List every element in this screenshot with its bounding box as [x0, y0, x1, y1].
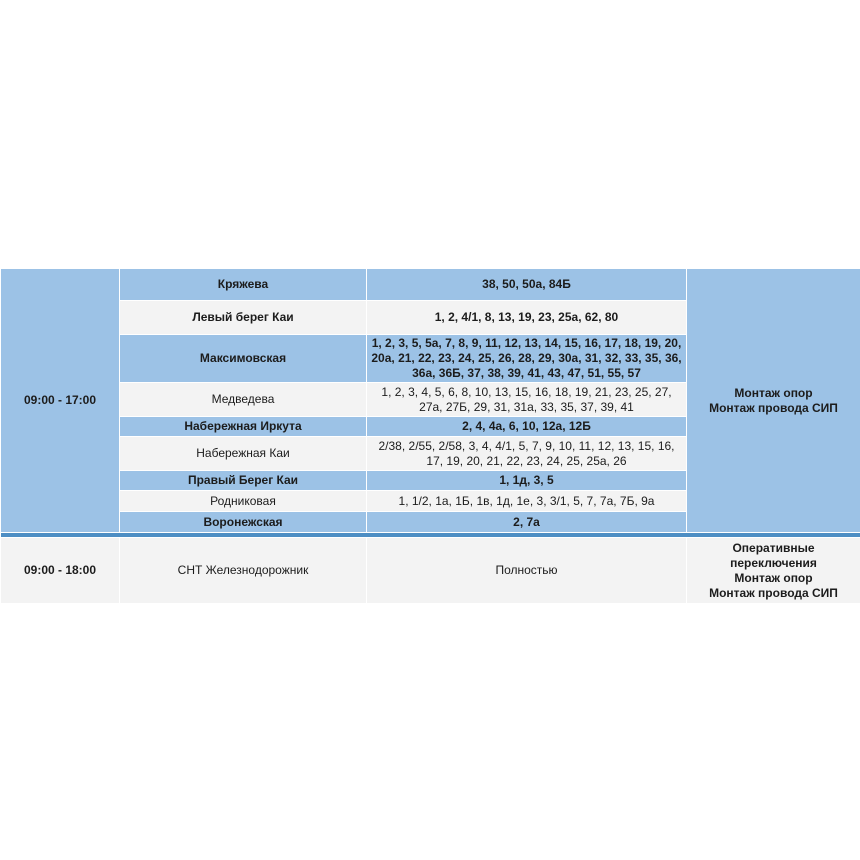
street-name: Кряжева: [120, 269, 367, 301]
street-name: Максимовская: [120, 335, 367, 383]
street-name: Воронежская: [120, 512, 367, 533]
work-description: [687, 538, 860, 604]
house-numbers: 1, 2, 3, 5, 5а, 7, 8, 9, 11, 12, 13, 14, 15, 16, 17, 18, 19, 20, 20а, 21, 22, 23, 24, 25, 26, 28, 29, 30а, 31, 32, 33, 35, 36, 36а, 36Б, 37, 38, 39, 41, 43, 47, 51, 55, 57: [367, 335, 687, 383]
outage-schedule-table: [0, 268, 860, 604]
house-numbers: 1, 1/2, 1а, 1Б, 1в, 1д, 1е, 3, 3/1, 5, 7, 7а, 7Б, 9а: [367, 491, 687, 512]
street-name: Набережная Иркута: [120, 417, 367, 437]
work-line: Монтаж опор: [734, 385, 813, 400]
work-description: [687, 269, 860, 533]
schedule-row: [1, 538, 860, 604]
house-numbers: 1, 1д, 3, 5: [367, 471, 687, 491]
time-range: 09:00 - 18:00: [1, 538, 120, 604]
work-line: Монтаж опор: [734, 570, 813, 585]
work-line: Монтаж провода СИП: [709, 400, 838, 415]
work-line: Оперативные переключения: [730, 540, 817, 570]
house-numbers: 38, 50, 50а, 84Б: [367, 269, 687, 301]
street-name: Левый берег Каи: [120, 301, 367, 335]
schedule-row: [1, 269, 860, 301]
work-line: Монтаж провода СИП: [709, 585, 838, 600]
time-range: 09:00 - 17:00: [1, 269, 120, 533]
house-numbers: 2/38, 2/55, 2/58, 3, 4, 4/1, 5, 7, 9, 10, 11, 12, 13, 15, 16, 17, 19, 20, 21, 22, 23, 24, 25, 25а, 26: [367, 437, 687, 471]
house-numbers: 2, 7а: [367, 512, 687, 533]
house-numbers: 2, 4, 4а, 6, 10, 12а, 12Б: [367, 417, 687, 437]
house-numbers: 1, 2, 4/1, 8, 13, 19, 23, 25а, 62, 80: [367, 301, 687, 335]
house-numbers: 1, 2, 3, 4, 5, 6, 8, 10, 13, 15, 16, 18, 19, 21, 23, 25, 27, 27а, 27Б, 29, 31, 31а, 33, 35, 37, 39, 41: [367, 383, 687, 417]
street-name: Правый Берег Каи: [120, 471, 367, 491]
street-name: Родниковая: [120, 491, 367, 512]
street-name: Набережная Каи: [120, 437, 367, 471]
street-name: СНТ Железнодорожник: [120, 538, 367, 604]
street-name: Медведева: [120, 383, 367, 417]
house-numbers: Полностью: [367, 538, 687, 604]
